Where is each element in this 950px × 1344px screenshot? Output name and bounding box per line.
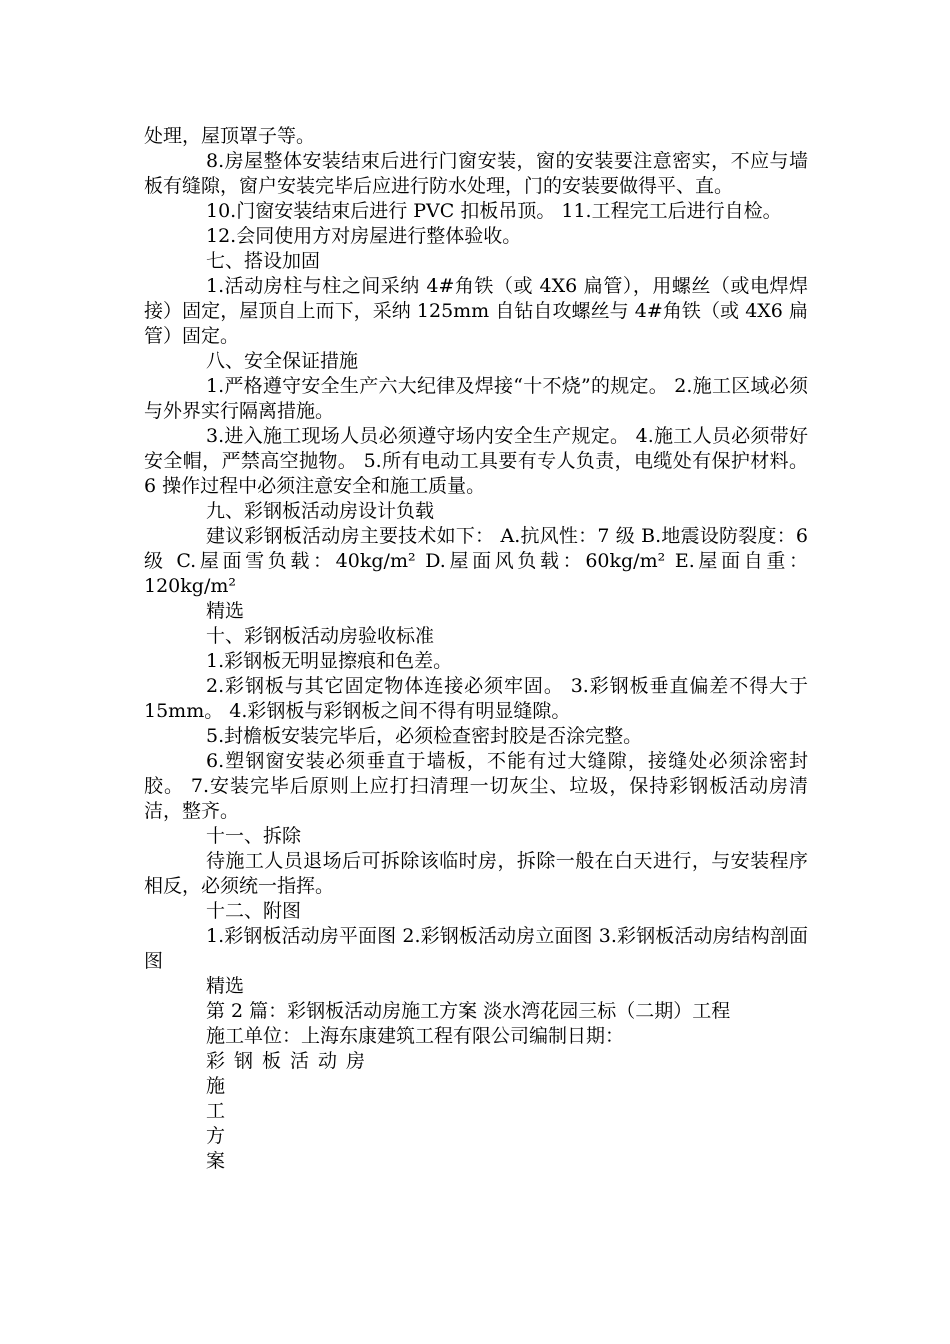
paragraph: 12.会同使用方对房屋进行整体验收。 <box>206 225 522 247</box>
paragraph: 1.严格遵守安全生产六大纪律及焊接“十不烧”的规定。 2.施工区域必须与外界实行隔离措施。 <box>144 375 808 422</box>
second-article-heading: 第 2 篇：彩钢板活动房施工方案 淡水湾花园三标（二期）工程 <box>206 1000 731 1022</box>
cover-title-char: 工 <box>206 1100 226 1122</box>
paragraph: 3.进入施工现场人员必须遵守场内安全生产规定。 4.施工人员必须带好安全帽，严禁高空抛物。 5.所有电动工具要有专人负责，电缆处有保护材料。 6 操作过程中必须注意安全和施工质量。 <box>144 425 808 497</box>
section-heading: 七、搭设加固 <box>206 250 321 272</box>
section-heading: 十二、附图 <box>206 900 302 922</box>
section-heading: 八、安全保证措施 <box>206 350 359 372</box>
document-body <box>144 124 808 1174</box>
construction-unit-line: 施工单位：上海东康建筑工程有限公司编制日期： <box>206 1025 625 1047</box>
cover-title <box>144 1049 808 1174</box>
cover-title-char: 方 <box>206 1125 226 1147</box>
paragraph: 1.彩钢板无明显擦痕和色差。 <box>206 650 453 672</box>
paragraph: 5.封檐板安装完毕后，必须检查密封胶是否涂完整。 <box>206 725 643 747</box>
paragraph: 2.彩钢板与其它固定物体连接必须牢固。 3.彩钢板垂直偏差不得大于 15mm。 4.彩钢板与彩钢板之间不得有明显缝隙。 <box>144 675 808 722</box>
section-heading: 十、彩钢板活动房验收标准 <box>206 625 435 647</box>
jingxuan-mark: 精选 <box>206 975 245 997</box>
paragraph: 10.门窗安装结束后进行 PVC 扣板吊顶。 11.工程完工后进行自检。 <box>206 200 782 222</box>
paragraph: 6.塑钢窗安装必须垂直于墙板，不能有过大缝隙，接缝处必须涂密封胶。 7.安装完毕后原则上应打扫清理一切灰尘、垃圾，保持彩钢板活动房清洁，整齐。 <box>144 750 808 822</box>
paragraph: 建议彩钢板活动房主要技术如下： A.抗风性：7 级 B.地震设防裂度：6 级 C.屋面雪负载：40kg/m² D.屋面风负载：60kg/m² E.屋面自重：120kg/m² <box>144 525 808 597</box>
section-heading: 十一、拆除 <box>206 825 302 847</box>
paragraph: 待施工人员退场后可拆除该临时房，拆除一般在白天进行，与安装程序相反，必须统一指挥。 <box>144 850 808 897</box>
section-heading: 九、彩钢板活动房设计负载 <box>206 500 435 522</box>
paragraph: 8.房屋整体安装结束后进行门窗安装，窗的安装要注意密实，不应与墙板有缝隙，窗户安装完毕后应进行防水处理，门的安装要做得平、直。 <box>144 150 808 197</box>
paragraph: 1.活动房柱与柱之间采纳 4#角铁（或 4X6 扁管），用螺丝（或电焊焊接）固定，屋顶自上而下，采纳 125mm 自钻自攻螺丝与 4#角铁（或 4X6 扁管）固定。 <box>144 275 808 347</box>
jingxuan-mark: 精选 <box>206 600 245 622</box>
cover-title-char: 案 <box>206 1150 226 1172</box>
cover-title-char: 施 <box>206 1075 226 1097</box>
paragraph: 处理，屋顶罩子等。 <box>144 125 316 147</box>
cover-title-line: 彩钢板活动房 <box>206 1050 375 1072</box>
paragraph: 1.彩钢板活动房平面图 2.彩钢板活动房立面图 3.彩钢板活动房结构剖面图 <box>144 925 808 972</box>
